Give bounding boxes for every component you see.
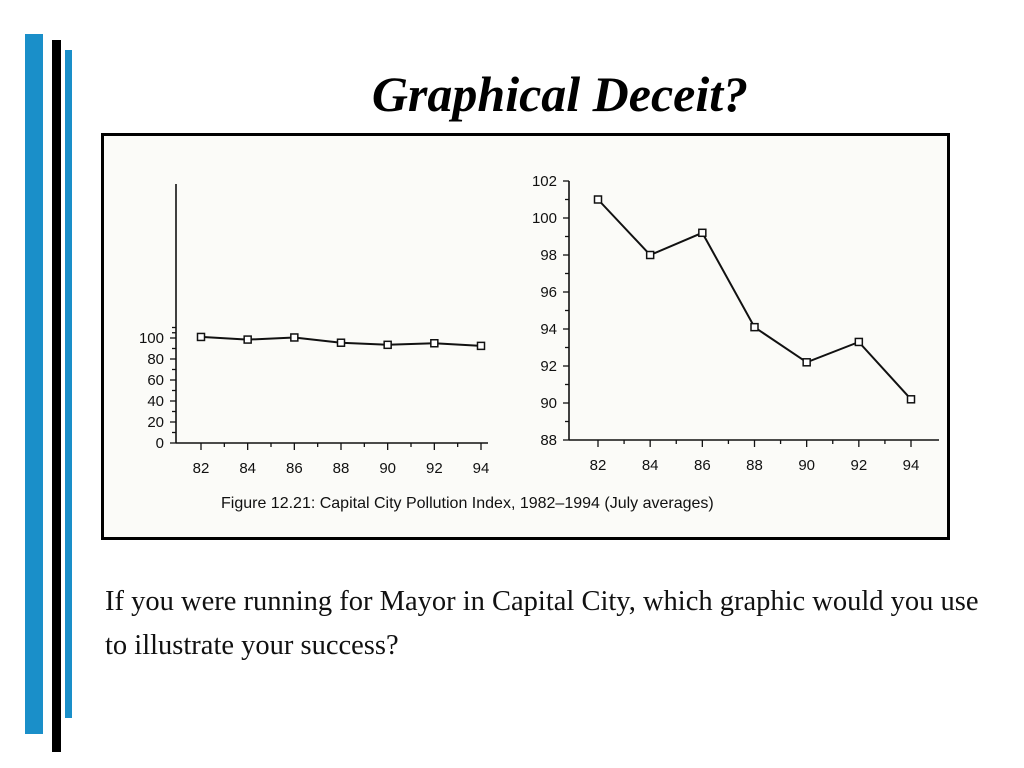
x-tick-label: 94 [472, 460, 490, 477]
x-tick-label: 86 [693, 457, 711, 474]
data-point-marker [803, 359, 810, 366]
data-point-marker [595, 196, 602, 203]
figure-charts [104, 136, 947, 537]
decorative-blue-bar-right [65, 50, 72, 718]
data-point-marker [699, 229, 706, 236]
y-tick-label: 100 [531, 210, 557, 227]
y-tick-label: 20 [147, 414, 164, 431]
x-tick-label: 84 [641, 457, 659, 474]
x-tick-label: 90 [379, 460, 397, 477]
x-tick-label: 94 [902, 457, 920, 474]
figure-caption: Figure 12.21: Capital City Pollution Index, 1982–1994 (July averages) [221, 495, 714, 512]
question-text: If you were running for Mayor in Capital City, which graphic would you use to illustrate your success? [105, 586, 979, 661]
series-line [598, 200, 911, 400]
data-point-marker [338, 339, 345, 346]
x-tick-label: 88 [746, 457, 763, 474]
y-tick-label: 0 [155, 435, 164, 452]
figure-panel [101, 133, 950, 540]
x-tick-label: 82 [589, 457, 607, 474]
x-tick-label: 90 [798, 457, 816, 474]
data-point-marker [855, 338, 862, 345]
x-tick-label: 92 [850, 457, 868, 474]
slide-title: Graphical Deceit? [371, 66, 749, 122]
x-tick-label: 84 [239, 460, 257, 477]
y-tick-label: 60 [147, 372, 164, 389]
y-tick-label: 40 [147, 393, 164, 410]
data-point-marker [244, 336, 251, 343]
data-point-marker [908, 396, 915, 403]
x-tick-label: 86 [285, 460, 303, 477]
x-tick-label: 82 [192, 460, 210, 477]
chart-left [139, 184, 489, 477]
chart-right [532, 173, 939, 474]
data-point-marker [384, 341, 391, 348]
data-point-marker [478, 342, 485, 349]
y-tick-label: 100 [138, 330, 164, 347]
data-point-marker [431, 340, 438, 347]
y-tick-label: 88 [540, 432, 557, 449]
data-point-marker [647, 252, 654, 259]
y-tick-label: 102 [531, 173, 557, 190]
y-tick-label: 98 [540, 247, 557, 264]
data-point-marker [751, 324, 758, 331]
x-tick-label: 88 [332, 460, 350, 477]
y-tick-label: 94 [540, 321, 557, 338]
x-tick-label: 92 [425, 460, 443, 477]
y-tick-label: 90 [540, 395, 557, 412]
data-point-marker [198, 333, 205, 340]
y-tick-label: 92 [540, 358, 557, 375]
decorative-blue-bar-left [25, 34, 43, 734]
decorative-black-bar [52, 40, 61, 752]
y-tick-label: 96 [540, 284, 557, 301]
data-point-marker [291, 334, 298, 341]
y-tick-label: 80 [147, 351, 164, 368]
